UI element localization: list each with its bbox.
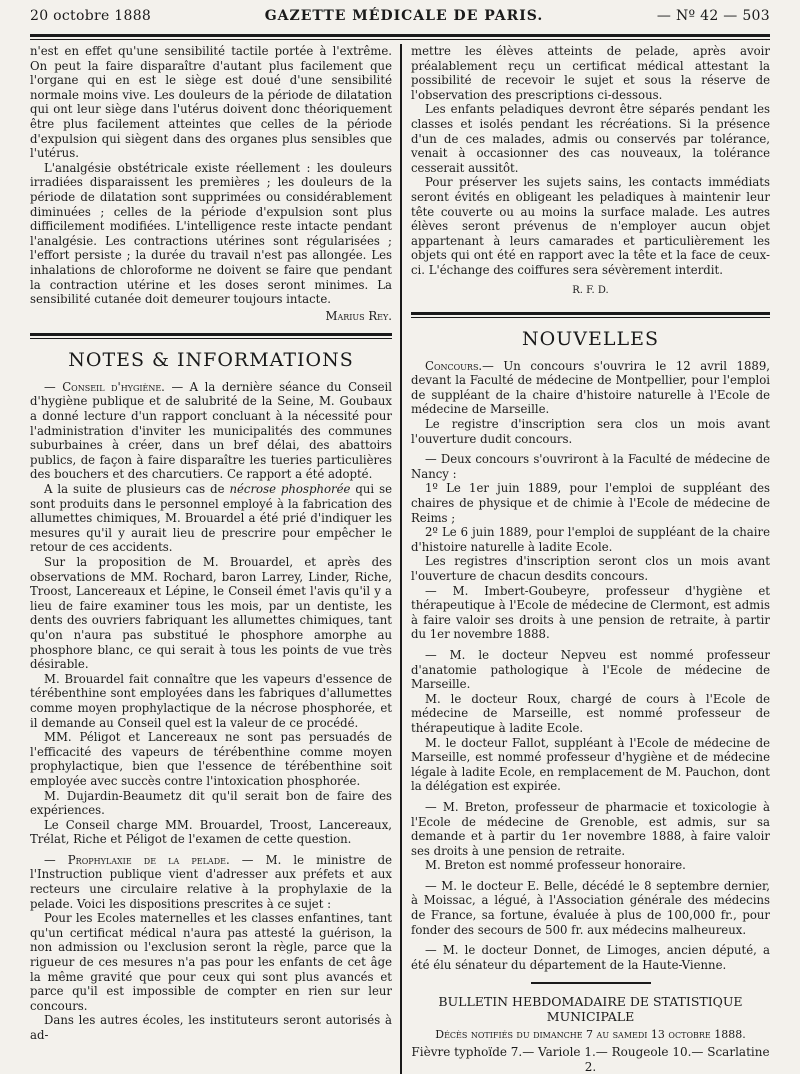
paragraph: M. le docteur Fallot, suppléant à l'Ecole de médecine de Marseille, est nommé professeur d'hygiène et de médecine légale à ladite Ecole, en remplacement de M. Pauchon, dont la délégation est expirée. bbox=[411, 735, 770, 794]
paragraph: Sur la proposition de M. Brouardel, et après des observations de MM. Rochard, baron Larrey, Linder, Riche, Troost, Lancereaux et Lépine, le Conseil émet l'avis qu'il y a lieu de faire examiner tous les mois, par un dentiste, les dents des ouvriers fabriquant les allumettes chimiques, tant qu'on n'aura pas substitué le phosphore amorphe au phosphore blanc, ce qui serait à tous les points de vue très désirable. bbox=[30, 555, 392, 672]
italic-term: nécrose phosphorée bbox=[229, 482, 351, 497]
paragraph: M. Dujardin-Beaumetz dit qu'il serait bon de faire des expériences. bbox=[30, 788, 392, 818]
paragraph: Pour les Ecoles maternelles et les classes enfantines, tant qu'un certificat médical n'aura pas attesté la guérison, la non admission ou l'exclusion seront la règle, parce que la rigueur de ces mesures n'a pas pour les enfants de cet âge la même gravité que pour ceux qui sont plus avancés et parce qu'il est impossible de compter en rien sur leur concours. bbox=[30, 911, 392, 1013]
issue-date: 20 octobre 1888 bbox=[30, 8, 152, 24]
section-rule bbox=[411, 312, 770, 318]
rubric-lead: — Prophylaxie de la pelade. bbox=[44, 852, 230, 867]
paragraph: M. Breton est nommé professeur honoraire. bbox=[425, 858, 686, 873]
issue-number: — Nº 42 — 503 bbox=[656, 8, 770, 24]
section-title-news: NOUVELLES bbox=[522, 328, 659, 351]
right-column bbox=[400, 44, 770, 1074]
signature: Marius Rey. bbox=[325, 308, 392, 323]
rubric-text: — Un concours s'ouvrira le 12 avril 1889, devant la Faculté de médecine de Montpellier, pour l'emploi de suppléant de la chaire d'histoire naturelle à l'Ecole de médecine de Marseille. bbox=[411, 358, 770, 417]
paragraph: L'analgésie obstétricale existe réellement : les douleurs irradiées disparaissent les premières ; les douleurs de la période de dilatation sont supprimées ou considérablement diminuées ; celles de la période d'expulsion sont plus difficilement modifiées. L'intelligence reste intacte pendant l'analgésie. Les contractions utérines sont régularisées ; l'effort persiste ; la durée du travail n'est pas allongée. Les inhalations de chloroforme ne doivent se faire que pendant la contraction utérine et les doses seront minimes. La sensibilité cutanée doit demeurer toujours intacte. bbox=[30, 160, 392, 307]
paragraph: mettre les élèves atteints de pelade, après avoir préalablement reçu un certificat médical attestant la possibilité de recevoir le sujet et sous la réserve de l'observation des prescriptions ci-dessous. bbox=[411, 44, 770, 102]
paragraph: Les registres d'inscription seront clos un mois avant l'ouverture de chacun desdits concours. bbox=[411, 554, 770, 583]
running-head bbox=[30, 8, 770, 28]
paragraph: n'est en effet qu'une sensibilité tactile portée à l'extrême. On peut la faire disparaître d'autant plus facilement que l'organe qui en est le siège est doué d'une sensibilité normale moins vive. Les douleurs de la période de dilatation qui ont leur siège dans l'utérus doivent donc théoriquement être plus facilement atteintes que celles de la période d'expulsion qui siègent dans des organes plus sensibles que l'utérus. bbox=[30, 44, 392, 161]
paragraph: MM. Péligot et Lancereaux ne sont pas persuadés de l'efficacité des vapeurs de térébenthine comme moyen prophylactique, bien que l'essence de térébenthine soit employée avec succès contre l'intoxication phosphorée. bbox=[30, 730, 392, 788]
bulletin-subtitle: Décès notifiés du dimanche 7 au samedi 13 octobre 1888. bbox=[435, 1028, 746, 1042]
paragraph: M. Brouardel fait connaître que les vapeurs d'essence de térébenthine sont employées dans les fabriques d'allumettes comme moyen prophylactique de la nécrose phosphorée, et il demande au Conseil quel est la valeur de ce procédé. bbox=[30, 671, 392, 730]
paragraph: — M. Imbert-Goubeyre, professeur d'hygiène et thérapeutique à l'Ecole de médecine de Clermont, est admis à faire valoir ses droits à une pension de retraite, à partir du 1er novembre 1888. bbox=[411, 583, 770, 642]
paragraph: Le Conseil charge MM. Brouardel, Troost, Lancereaux, Trélat, Riche et Péligot de l'examen de cette question. bbox=[30, 817, 392, 847]
paragraph bbox=[30, 853, 392, 911]
paragraph: — Deux concours s'ouvriront à la Faculté de médecine de Nancy : bbox=[411, 452, 770, 481]
left-column bbox=[30, 44, 400, 1074]
paragraph: Le registre d'inscription sera clos un mois avant l'ouverture dudit concours. bbox=[411, 417, 770, 446]
paragraph: — M. le docteur Donnet, de Limoges, ancien député, a été élu sénateur du département de la Haute-Vienne. bbox=[411, 943, 770, 972]
journal-title: GAZETTE MÉDICALE DE PARIS. bbox=[264, 8, 544, 24]
section-rule bbox=[30, 333, 392, 339]
two-column-body bbox=[30, 44, 770, 1074]
paragraph: 2º Le 6 juin 1889, pour l'emploi de suppléant de la chaire d'histoire naturelle à ladite Ecole. bbox=[411, 525, 770, 554]
paragraph: Dans les autres écoles, les instituteurs seront autorisés à ad- bbox=[30, 1013, 392, 1042]
paragraph: Pour préserver les sujets sains, les contacts immédiats seront évités en obligeant les peladiques à maintenir leur tête couverte ou au moins la surface malade. Les autres élèves seront prévenus de n'employer aucun objet appartenant à leurs camarades et particulièrement les objets qui ont été en rapport avec la tête et la face de ceux-ci. L'échange des coiffures sera sévèrement interdit. bbox=[411, 175, 770, 277]
paragraph: — M. Breton, professeur de pharmacie et toxicologie à l'Ecole de médecine de Grenoble, est admis, sur sa demande et à partir du 1er novembre 1888, à faire valoir ses droits à une pension de retraite. bbox=[411, 799, 770, 858]
paragraph bbox=[30, 482, 392, 555]
paragraph: 1º Le 1er juin 1889, pour l'emploi de suppléant des chaires de physique et de chimie à l'Ecole de médecine de Reims ; bbox=[411, 481, 770, 525]
rubric-lead: Concours. bbox=[425, 358, 483, 373]
paragraph: — M. le docteur Nepveu est nommé professeur d'anatomie pathologique à l'Ecole de médecine de Marseille. bbox=[411, 647, 770, 692]
paragraph: Les enfants peladiques devront être séparés pendant les classes et isolés pendant les récréations. Si la présence d'un de ces malades, admis ou conservés par tolérance, venait à occasionner des cas nouveaux, la tolérance cesserait aussitôt. bbox=[411, 102, 770, 175]
rubric-text: — M. le ministre de l'Instruction publique vient d'adresser aux préfets et aux recteurs une circulaire relative à la prophylaxie de la pelade. Voici les dispositions prescrites à ce sujet : bbox=[30, 852, 392, 911]
rubric-text: — A la dernière séance du Conseil d'hygiène publique et de salubrité de la Seine, M. Goubaux a donné lecture d'un rapport concluant à la nécessité pour l'administration d'inviter les municipalités des communes suburbaines à créer, dans un bref délai, des abattoirs publics, de façon à faire disparaître les tueries particulières des bouchers et des charcutiers. Ce rapport a été adopté. bbox=[30, 379, 392, 482]
section-title-notes: NOTES & INFORMATIONS bbox=[68, 349, 354, 372]
paragraph bbox=[30, 380, 392, 482]
paragraph: — M. le docteur E. Belle, décédé le 8 septembre dernier, à Moissac, a légué, à l'Association générale des médecins de France, sa fortune, évaluée à plus de 100,000 fr., pour fonder des secours de 500 fr. aux médecins malheureux. bbox=[411, 878, 770, 937]
bulletin-title: BULLETIN HEBDOMADAIRE DE STATISTIQUE MUNICIPALE bbox=[438, 994, 743, 1025]
paragraph bbox=[411, 359, 770, 417]
header-rule bbox=[30, 34, 770, 40]
paragraph: M. le docteur Roux, chargé de cours à l'Ecole de médecine de Marseille, est nommé professeur de thérapeutique à ladite Ecole. bbox=[411, 691, 770, 735]
bulletin-rule bbox=[531, 982, 651, 984]
text-run: A la suite de plusieurs cas de bbox=[44, 482, 230, 497]
bulletin-stats: Fièvre typhoïde 7.— Variole 1.— Rougeole 10.— Scarlatine 2. bbox=[411, 1045, 770, 1074]
text-run: qui se sont produits dans le personnel employé à la fabrication des allumettes chimiques, M. Brouardel a été prié d'indiquer les mesures qu'il y aurait lieu de prescrire pour empêcher le retour de ces accidents. bbox=[30, 482, 392, 555]
signature-initials: R. F. D. bbox=[572, 284, 609, 296]
rubric-lead: — Conseil d'hygiène. bbox=[44, 379, 165, 394]
